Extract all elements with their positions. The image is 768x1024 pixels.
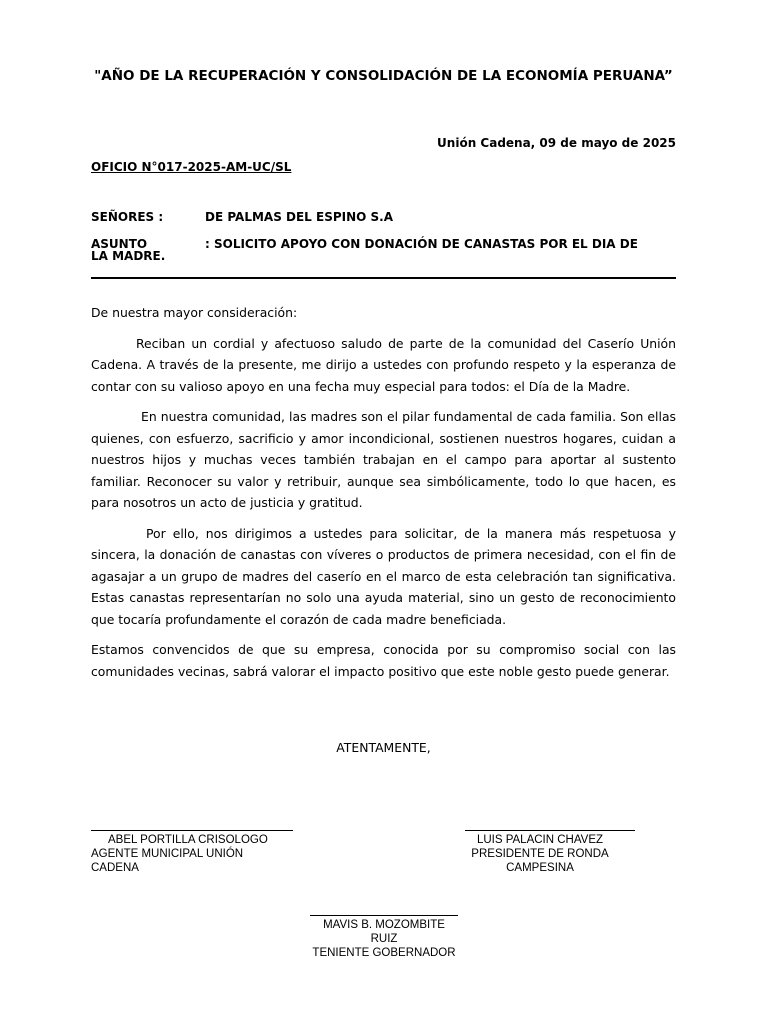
asunto-block [91, 238, 676, 262]
signer-name: LUIS PALACIN CHAVEZ [476, 834, 604, 846]
senores-label: SEÑORES : [91, 210, 164, 224]
signer-role: PRESIDENTE DE RONDA CAMPESINA [471, 848, 609, 874]
signer-name: MAVIS B. MOZOMBITE RUIZ [323, 919, 445, 945]
senores-value: DE PALMAS DEL ESPINO S.A [205, 210, 394, 224]
asunto-label: ASUNTO [91, 237, 148, 251]
paragraph: Reciban un cordial y afectuoso saludo de parte de la comunidad del Caserío Unión Cadena. A través de la presente, me dirijo a ustedes con profundo respeto y la esperanza de contar con su valioso apoyo en una fecha muy especial para todos: el Día de la Madre. [91, 335, 676, 394]
paragraph: Por ello, nos dirigimos a ustedes para solicitar, de la manera más respetuosa y sincera, la donación de canastas con víveres o productos de primera necesidad, con el fin de agasajar a un grupo de madres del caserío en el marco de esta celebración tan significativa. Estas canastas representarían no solo una ayuda material, sino un gesto de reconocimiento que tocaría profundamente el corazón de cada madre beneficiada. [91, 525, 676, 627]
header-divider [91, 277, 676, 279]
signer-role: TENIENTE GOBERNADOR [312, 947, 456, 959]
paragraph: Estamos convencidos de que su empresa, conocida por su compromiso social con las comunidades vecinas, sabrá valorar el impacto positivo que este noble gesto puede generar. [91, 642, 676, 679]
letter-body [91, 302, 676, 691]
signature-right [445, 830, 635, 875]
signer-role: AGENTE MUNICIPAL UNIÓN CADENA [91, 848, 244, 874]
closing: ATENTAMENTE, [336, 740, 431, 755]
oficio-number: OFICIO N°017-2025-AM-UC/SL [91, 160, 292, 174]
asunto-continuation: LA MADRE. [91, 249, 166, 263]
signature-bottom [310, 915, 458, 960]
date-line: Unión Cadena, 09 de mayo de 2025 [437, 136, 676, 150]
paragraph: En nuestra comunidad, las madres son el pilar fundamental de cada familia. Son ellas quienes, con esfuerzo, sacrificio y amor incondicional, sostienen nuestros hogares, cuidan a nuestros hijos y muchas veces también trabajan en el campo para aportar al sustento familiar. Reconocer su valor y retribuir, aunque sea simbólicamente, todo lo que hacen, es para nosotros un acto de justicia y gratitud. [91, 409, 676, 510]
signature-line [310, 915, 458, 916]
signature-left [91, 830, 293, 875]
signature-line [91, 830, 293, 831]
salutation: De nuestra mayor consideración: [91, 305, 298, 320]
signer-name: ABEL PORTILLA CRISOLOGO [108, 834, 268, 846]
year-title: "AÑO DE LA RECUPERACIÓN Y CONSOLIDACIÓN DE LA ECONOMÍA PERUANA” [94, 68, 673, 84]
signature-line [465, 830, 635, 831]
asunto-value: : SOLICITO APOYO CON DONACIÓN DE CANASTAS POR EL DIA DE [205, 237, 638, 251]
